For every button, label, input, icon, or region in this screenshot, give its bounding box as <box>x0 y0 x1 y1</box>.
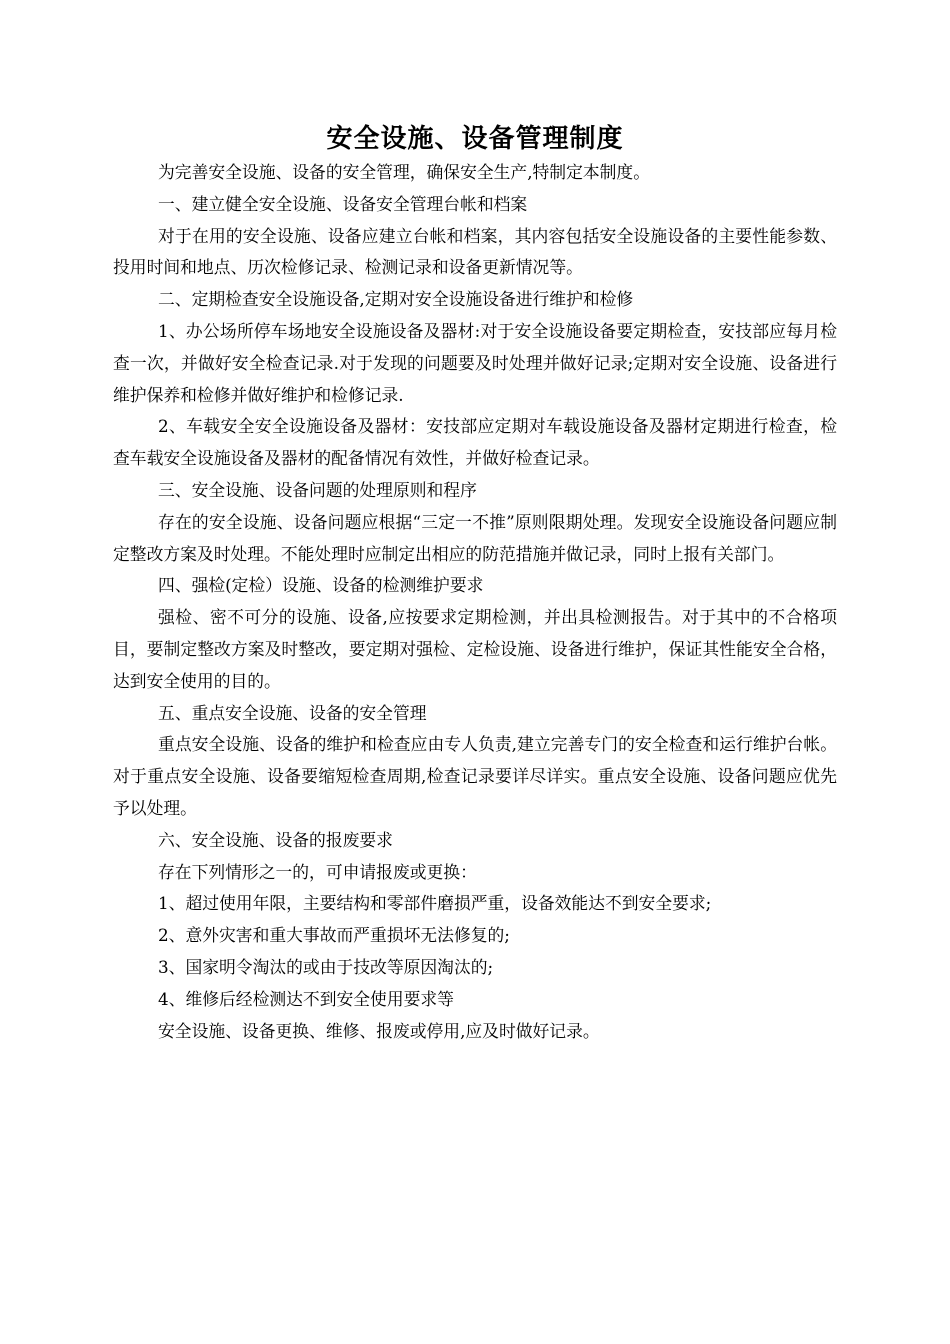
document-body <box>113 121 837 1047</box>
paragraph-section-5: 重点安全设施、设备的维护和检查应由专人负责,建立完善专门的安全检查和运行维护台帐。对于重点安全设施、设备要缩短检查周期,检查记录要详尽详实。重点安全设施、设备问题应优先予以处理。 <box>113 734 837 818</box>
list-item-1: 1、超过使用年限，主要结构和零部件磨损严重，设备效能达不到安全要求; <box>158 893 712 914</box>
paragraph-closing: 安全设施、设备更换、维修、报废或停用,应及时做好记录。 <box>158 1020 600 1041</box>
section-heading-6: 六、安全设施、设备的报废要求 <box>158 829 393 850</box>
section-heading-5: 五、重点安全设施、设备的安全管理 <box>158 702 427 723</box>
section-heading-1: 一、建立健全安全设施、设备安全管理台帐和档案 <box>158 193 528 214</box>
list-item-4: 4、维修后经检测达不到安全使用要求等 <box>158 988 454 1009</box>
section-heading-4: 四、强检(定检）设施、设备的检测维护要求 <box>158 575 484 596</box>
paragraph-intro: 为完善安全设施、设备的安全管理，确保安全生产,特制定本制度。 <box>158 162 650 182</box>
list-item-2: 2、意外灾害和重大事故而严重损坏无法修复的; <box>158 925 510 946</box>
paragraph-section-6-intro: 存在下列情形之一的，可申请报废或更换： <box>158 861 477 882</box>
paragraph-section-2-item-2: 2、车载安全安全设施设备及器材：安技部应定期对车载设施设备及器材定期进行检查，检查车载安全设施设备及器材的配备情况有效性，并做好检查记录。 <box>113 416 837 469</box>
paragraph-section-2-item-1: 1、办公场所停车场地安全设施设备及器材:对于安全设施设备要定期检查，安技部应每月检查一次，并做好安全检查记录.对于发现的问题要及时处理并做好记录;定期对安全设施、设备进行维护保养和检修并做好维护和检修记录. <box>113 320 837 405</box>
paragraph-section-1: 对于在用的安全设施、设备应建立台帐和档案，其内容包括安全设施设备的主要性能参数、投用时间和地点、历次检修记录、检测记录和设备更新情况等。 <box>113 225 837 278</box>
document-title: 安全设施、设备管理制度 <box>326 124 624 154</box>
section-heading-3: 三、安全设施、设备问题的处理原则和程序 <box>158 479 477 500</box>
paragraph-section-4: 强检、密不可分的设施、设备,应按要求定期检测，并出具检测报告。对于其中的不合格项目，要制定整改方案及时整改，要定期对强检、定检设施、设备进行维护，保证其性能安全合格，达到安全使用的目的。 <box>113 607 837 691</box>
section-heading-2: 二、定期检查安全设施设备,定期对安全设施设备进行维护和检修 <box>158 289 634 310</box>
paragraph-section-3: 存在的安全设施、设备问题应根据“三定一不推”原则限期处理。发现安全设施设备问题应制定整改方案及时处理。不能处理时应制定出相应的防范措施并做记录，同时上报有关部门。 <box>113 511 837 564</box>
list-item-3: 3、国家明令淘汰的或由于技改等原因淘汰的; <box>158 956 494 977</box>
